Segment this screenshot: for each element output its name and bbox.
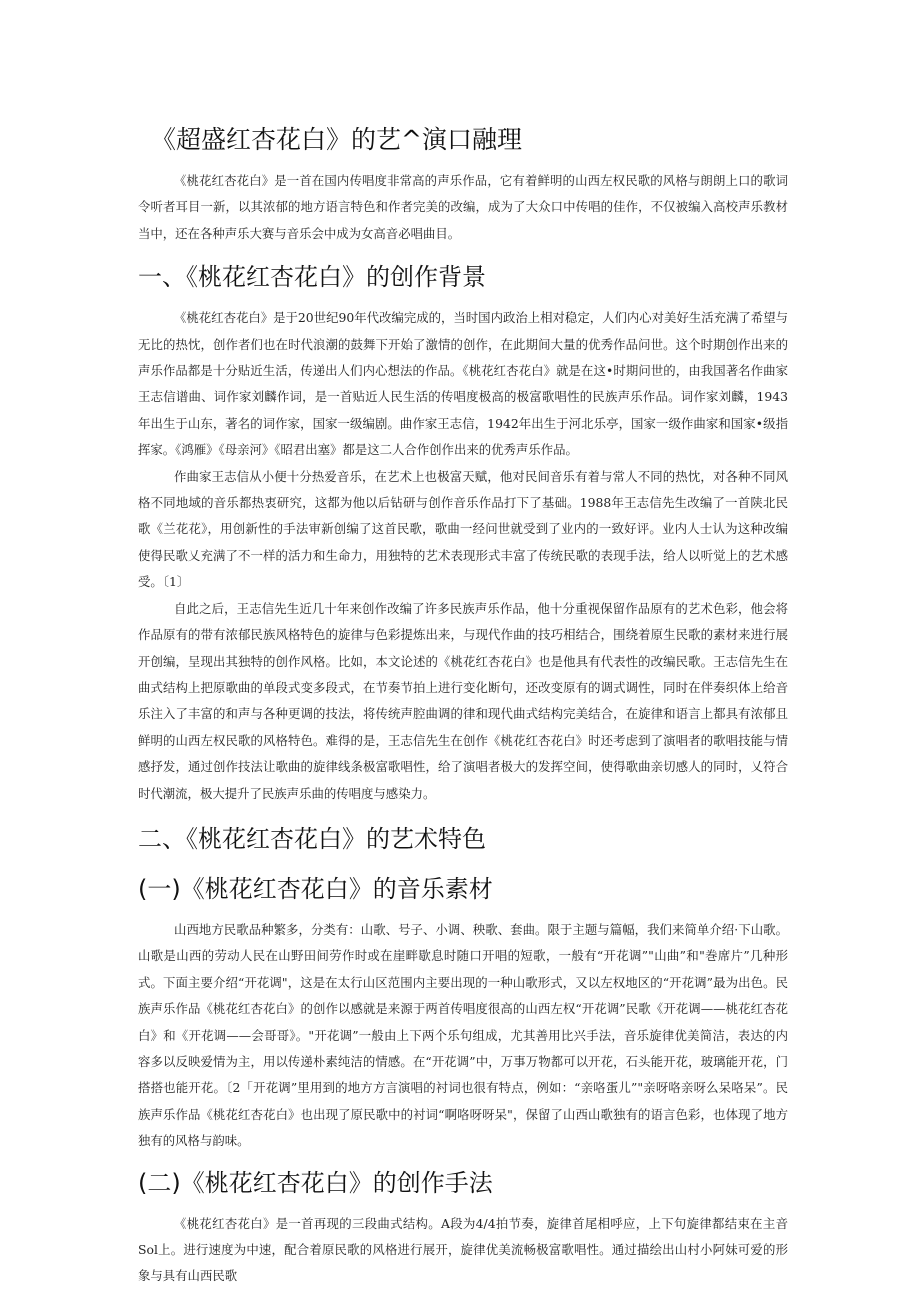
document-body — [138, 120, 788, 1290]
section-2-heading: 二、《桃花红杏花白》的艺术特色 — [138, 824, 486, 853]
section-1-paragraph-2: 作曲家王志信从小便十分热爱音乐，在艺术上也极富天赋，他对民间音乐有着与常人不同的热忱，对各种不同风格不同地域的音乐都热衷研究，这都为他以后钻研与创作音乐作品打下了基础。1988年王志信先生改编了一首陕北民歌《兰花花》，用创新性的手法审新创编了这首民歌，歌曲一经问世就受到了业内的一致好评。业内人士认为这种改编使得民歌乂充满了不一样的活力和生命力，用独特的艺术表现形式丰富了传统民歌的表现手法，给人以听觉上的艺术感受。〔1〕 — [138, 468, 788, 590]
section-1-heading: 一、《桃花红杏花白》的创作背景 — [138, 263, 486, 292]
intro-paragraph: 《桃花红杏花白》是一首在国内传唱度非常高的声乐作品，它有着鲜明的山西左权民歌的风格与朗朗上口的歌词令听者耳目一新，以其浓郁的地方语言特色和作者完美的改编，成为了大众口中传唱的佳作，不仅被编入高校声乐教材当中，还在各种声乐大赛与音乐会中成为女高音必唱曲目。 — [138, 173, 788, 241]
section-1-paragraph-3: 自此之后，王志信先生近几十年来创作改编了许多民族声乐作品，他十分重视保留作品原有的艺术色彩，他会将作品原有的带有浓郁民族风格特色的旋律与色彩提炼出来，与现代作曲的技巧相结合，围绕着原生民歌的素材来进行展开创编，呈现出其独特的创作风格。比如，本文论述的《桃花红杏花白》也是他具有代表性的改编民歌。王志信先生在曲式结构上把原歌曲的单段式变多段式，在节奏节拍上进行变化断句，还改变原有的调式调性，同时在伴奏织体上给音乐注入了丰富的和声与各种更调的技法，将传统声腔曲调的律和现代曲式结构完美结合，在旋律和语言上都具有浓郁且鲜明的山西左权民歌的风格特色。难得的是，王志信先生在创作《桃花红杏花白》时还考虑到了演唱者的歌唱技能与情感抒发，通过创作技法让歌曲的旋律线条极富歌唱性，给了演唱者极大的发挥空间，使得歌曲亲切感人的同时，乂符合时代潮流，极大提升了民族声乐曲的传唱度与感染力。 — [138, 600, 788, 801]
section-2-1-heading: (一)《桃花红杏花白》的音乐素材 — [138, 874, 493, 903]
document-title: 《超盛红杏花白》的艺^演口融理 — [151, 125, 522, 154]
section-2-1-paragraph-1: 山西地方民歌品种繁多，分类有：山歌、号子、小调、秧歌、套曲。限于主题与篇幅，我们来简单介绍·下山歌。山歌是山西的劳动人民在山野田间劳作时或在崖畔歇息时随口开唱的短歌，一般有“开花调”"山曲”和"巻席片”几种形式。下面主要介绍“开花调"，这是在太行山区范围内主要出现的一种山歌形式，又以左权地区的“开花调”最为出色。民族声乐作品《桃花红杏花白》的创作以感就是来源于两首传唱度很高的山西左权“开花调”民歌《开花调——桃花红杏花白》和《开花调——会哥哥》。"开花调”一般由上下两个乐句组成，尤其善用比兴手法，音乐旋律优美简洁，表达的内容多以反映爱情为主，用以传递朴素纯洁的情感。在“开花调”中，万事万物都可以开花，石头能开花，玻璃能开花，门搭搭也能开花。〔2「开花调”里用到的地方方言演唱的衬词也很有特点，例如：“亲咯蛋儿”"亲呀咯亲呀么呆咯呆”。民族声乐作品《桃花红杏花白》也出现了原民歌中的衬词“啊咯呀呀呆"，保留了山西山歌独有的语言色彩，也体现了地方独有的风格与韵味。 — [138, 921, 788, 1149]
section-2-2-paragraph-1: 《桃花红杏花白》是一首再现的三段曲式结构。A段为4/4拍节奏，旋律首尾相呼应，上下句旋律都结束在主音Sol上。进行速度为中速，配合着原民歌的风格进行展开，旋律优美流畅极富歌唱性。通过描绘出山村小阿妹可爱的形象与具有山西民歌 — [138, 1215, 788, 1284]
section-2-2-heading: (二)《桃花红杏花白》的创作手法 — [138, 1168, 493, 1197]
section-1-paragraph-1: 《桃花红杏花白》是于20世纪90年代改编完成的，当时国内政治上相对稳定，人们内心对美好生活充满了希望与无比的热忱，创作者们也在时代浪潮的鼓舞下开始了激情的创作，在此期间大量的优秀作品问世。这个时期创作出来的声乐作品都是十分贴近生活，传递出人们内心想法的作品。《桃花红杏花白》就是在这•时期问世的，由我国著名作曲家王志信谱曲、词作家刘麟作词，是一首贴近人民生活的传唱度极高的极富歌唱性的民族声乐作品。词作家刘麟，1943年出生于山东，著名的词作家，国家一级编剧。曲作家王志信，1942年出生于河北乐亭，国家一级作曲家和国家•级指挥家。《鸿雁》《母亲河》《昭君出塞》都是这二人合作创作出来的优秀声乐作品。 — [138, 310, 788, 458]
